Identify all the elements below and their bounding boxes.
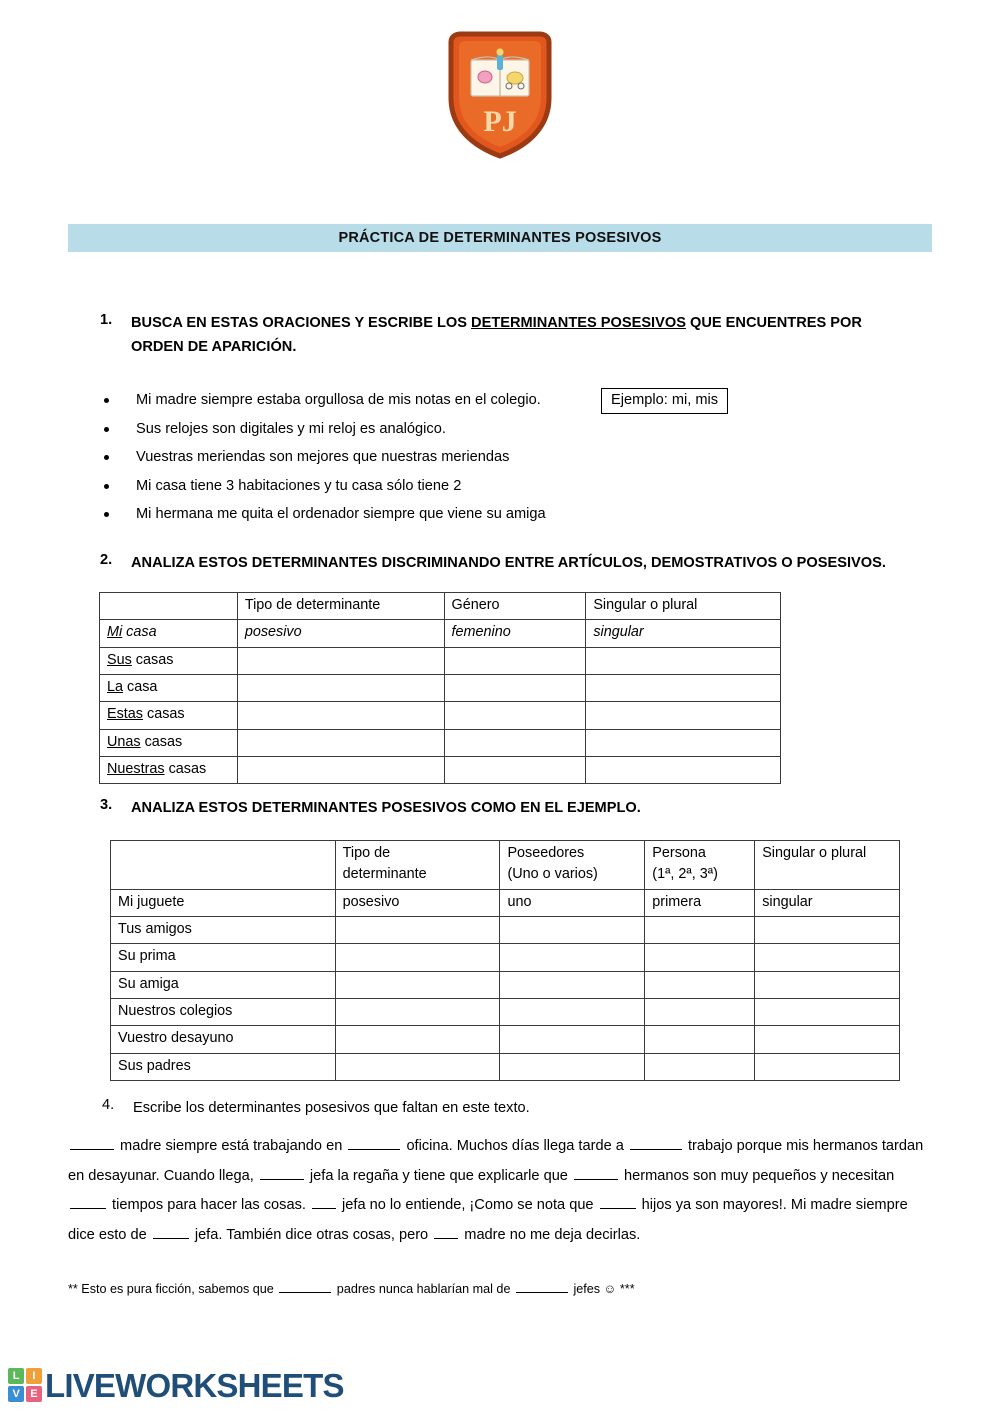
cell-numero[interactable]: singular bbox=[755, 889, 900, 916]
logo-cell-i: I bbox=[26, 1368, 42, 1384]
exercise-2-heading: ANALIZA ESTOS DETERMINANTES DISCRIMINANDO ENTRE ARTÍCULOS, DEMOSTRATIVOS O POSESIVOS. bbox=[131, 555, 886, 571]
determiner-word: Estas bbox=[107, 706, 143, 723]
logo-cell-l: L bbox=[8, 1368, 24, 1384]
cloze-text: tiempos para hacer las cosas. bbox=[108, 1197, 310, 1213]
cell-tipo[interactable] bbox=[237, 702, 444, 729]
cell-tipo[interactable]: posesivo bbox=[237, 620, 444, 647]
cell-numero[interactable] bbox=[755, 1026, 900, 1053]
sentence-text: Mi madre siempre estaba orgullosa de mis notas en el colegio. bbox=[136, 392, 541, 408]
cell-genero[interactable] bbox=[444, 756, 586, 783]
cell-tipo[interactable] bbox=[237, 756, 444, 783]
cloze-text: jefa la regaña y tiene que explicarle que bbox=[305, 1167, 572, 1184]
blank-input[interactable] bbox=[348, 1136, 400, 1150]
table-row bbox=[111, 971, 900, 998]
row-label: Vuestro desayuno bbox=[111, 1026, 336, 1053]
exercise-4-heading: Escribe los determinantes posesivos que faltan en este texto. bbox=[133, 1100, 530, 1116]
bullet-icon bbox=[104, 455, 109, 460]
cell-numero[interactable] bbox=[755, 944, 900, 971]
table-row bbox=[100, 729, 781, 756]
cell-persona[interactable]: primera bbox=[645, 889, 755, 916]
exercise-3-number: 3. bbox=[100, 797, 113, 813]
exercise-1-heading-part1: BUSCA EN ESTAS ORACIONES Y ESCRIBE LOS bbox=[131, 315, 472, 331]
page-title: PRÁCTICA DE DETERMINANTES POSESIVOS bbox=[338, 230, 662, 246]
row-label bbox=[100, 729, 238, 756]
column-header-numero: Singular o plural bbox=[586, 593, 781, 620]
cell-poseedores[interactable] bbox=[500, 971, 645, 998]
cloze-text: padres nunca hablarían mal de bbox=[333, 1282, 514, 1296]
cell-tipo[interactable] bbox=[335, 998, 500, 1025]
cloze-text: madre no me deja decirlas. bbox=[460, 1226, 641, 1243]
cell-persona[interactable] bbox=[645, 1053, 755, 1080]
blank-input[interactable] bbox=[70, 1195, 106, 1209]
table-row bbox=[100, 702, 781, 729]
cell-persona[interactable] bbox=[645, 971, 755, 998]
exercise-1-heading bbox=[131, 312, 911, 359]
bullet-icon bbox=[104, 484, 109, 489]
cell-numero[interactable]: singular bbox=[586, 620, 781, 647]
example-hint-box: Ejemplo: mi, mis bbox=[601, 388, 728, 414]
row-label: Sus padres bbox=[111, 1053, 336, 1080]
bullet-icon bbox=[104, 512, 109, 517]
table-row bbox=[111, 916, 900, 943]
header-line-1: Persona bbox=[652, 845, 706, 861]
liveworksheets-brand-text: LIVEWORKSHEETS bbox=[45, 1366, 344, 1404]
header-line-2: determinante bbox=[342, 866, 427, 883]
header-line-1: Tipo de bbox=[342, 845, 391, 861]
header-line-1: Poseedores bbox=[507, 845, 585, 861]
cell-numero[interactable] bbox=[586, 647, 781, 674]
blank-input[interactable] bbox=[516, 1281, 568, 1293]
header-line-1: Singular o plural bbox=[762, 845, 867, 861]
cloze-text: madre siempre está trabajando en bbox=[116, 1138, 347, 1154]
column-header-tipo: Tipo de determinante bbox=[237, 593, 444, 620]
row-label: Nuestros colegios bbox=[111, 998, 336, 1025]
noun-word: casas bbox=[143, 706, 185, 723]
row-label: Mi juguete bbox=[111, 889, 336, 916]
cell-tipo[interactable] bbox=[237, 729, 444, 756]
cell-tipo[interactable] bbox=[335, 916, 500, 943]
blank-input[interactable] bbox=[279, 1281, 331, 1293]
row-label bbox=[100, 674, 238, 701]
cell-numero[interactable] bbox=[586, 756, 781, 783]
exercise-3-heading: ANALIZA ESTOS DETERMINANTES POSESIVOS COMO EN EL EJEMPLO. bbox=[131, 800, 641, 816]
exercise-1-sentence-list bbox=[100, 386, 900, 529]
cell-persona[interactable] bbox=[645, 916, 755, 943]
column-header-genero: Género bbox=[444, 593, 586, 620]
row-label bbox=[100, 620, 238, 647]
determiner-word: Sus bbox=[107, 651, 132, 668]
cloze-text: jefa no lo entiende, ¡Como se nota que bbox=[337, 1197, 598, 1213]
cell-numero[interactable] bbox=[586, 729, 781, 756]
exercise-4-number: 4. bbox=[102, 1097, 115, 1113]
bullet-icon bbox=[104, 398, 109, 403]
sentence-text: Mi hermana me quita el ordenador siempre que viene su amiga bbox=[136, 506, 546, 522]
cell-numero[interactable] bbox=[755, 998, 900, 1025]
cell-poseedores[interactable] bbox=[500, 1026, 645, 1053]
cell-poseedores[interactable] bbox=[500, 916, 645, 943]
noun-word: casas bbox=[131, 651, 174, 668]
table-row bbox=[111, 944, 900, 971]
cloze-text: trabajo porque mis hermanos tardan en desayunar. Cuando llega, bbox=[68, 1138, 924, 1184]
cell-poseedores[interactable] bbox=[500, 998, 645, 1025]
table-row bbox=[100, 674, 781, 701]
cell-poseedores[interactable] bbox=[500, 944, 645, 971]
logo-cell-e: E bbox=[26, 1386, 42, 1402]
cloze-text: hermanos son muy pequeños y necesitan bbox=[619, 1167, 895, 1184]
cloze-text: jefes ☺ *** bbox=[569, 1282, 635, 1296]
cloze-text: ** Esto es pura ficción, sabemos que bbox=[68, 1282, 278, 1296]
sentence-text: Sus relojes son digitales y mi reloj es analógico. bbox=[136, 420, 446, 437]
list-item bbox=[100, 472, 900, 501]
table-row bbox=[100, 647, 781, 674]
shield-monogram: PJ bbox=[483, 105, 517, 138]
table-header-row bbox=[100, 593, 781, 620]
table-row bbox=[100, 756, 781, 783]
table-row bbox=[100, 620, 781, 647]
posesivos-analysis-table bbox=[110, 840, 900, 1081]
exercise-1-heading-underlined: DETERMINANTES POSESIVOS bbox=[471, 315, 686, 331]
table-row bbox=[111, 1053, 900, 1080]
blank-input[interactable] bbox=[630, 1136, 682, 1150]
cell-poseedores[interactable]: uno bbox=[500, 889, 645, 916]
determiner-word: La bbox=[107, 678, 124, 695]
blank-input[interactable] bbox=[153, 1225, 189, 1239]
header-line-2: (1ª, 2ª, 3ª) bbox=[652, 866, 718, 883]
blank-input[interactable] bbox=[574, 1166, 618, 1180]
row-label bbox=[100, 647, 238, 674]
row-label: Su prima bbox=[111, 944, 336, 971]
cell-persona[interactable] bbox=[645, 944, 755, 971]
bullet-icon bbox=[104, 427, 109, 432]
blank-input[interactable] bbox=[260, 1166, 304, 1180]
cloze-text: jefa. También dice otras cosas, pero bbox=[190, 1226, 433, 1243]
determiner-word: Mi bbox=[107, 624, 123, 641]
cell-numero[interactable] bbox=[586, 674, 781, 701]
noun-word: casas bbox=[164, 760, 207, 777]
list-item bbox=[100, 415, 900, 444]
blank-input[interactable] bbox=[312, 1195, 336, 1209]
cell-numero[interactable] bbox=[755, 1053, 900, 1080]
sentence-text: Mi casa tiene 3 habitaciones y tu casa sólo tiene 2 bbox=[136, 477, 462, 494]
sentence-text: Vuestras meriendas son mejores que nuestras meriendas bbox=[136, 449, 510, 465]
column-header-persona bbox=[645, 841, 755, 890]
determiner-word: Unas bbox=[107, 733, 141, 750]
column-header-blank bbox=[100, 593, 238, 620]
cloze-text: hijos ya son mayores!. Mi madre siempre dice esto de bbox=[68, 1197, 908, 1243]
row-label: Tus amigos bbox=[111, 916, 336, 943]
row-label bbox=[100, 756, 238, 783]
cell-numero[interactable] bbox=[755, 916, 900, 943]
determiner-word: Nuestras bbox=[107, 760, 165, 777]
cell-tipo[interactable] bbox=[335, 1053, 500, 1080]
row-label: Su amiga bbox=[111, 971, 336, 998]
list-item bbox=[100, 500, 900, 529]
blank-input[interactable] bbox=[434, 1225, 458, 1239]
cell-tipo[interactable] bbox=[237, 647, 444, 674]
noun-word: casas bbox=[140, 733, 183, 750]
cell-numero[interactable] bbox=[755, 971, 900, 998]
cloze-footnote bbox=[68, 1279, 932, 1299]
table-row bbox=[111, 998, 900, 1025]
cell-genero[interactable] bbox=[444, 647, 586, 674]
cloze-text: oficina. Muchos días llega tarde a bbox=[402, 1138, 628, 1154]
liveworksheets-logo-icon bbox=[8, 1368, 42, 1402]
cell-tipo[interactable] bbox=[335, 944, 500, 971]
cell-genero[interactable]: femenino bbox=[444, 620, 586, 647]
blank-input[interactable] bbox=[600, 1195, 636, 1209]
list-item bbox=[100, 443, 900, 472]
column-header-poseedores bbox=[500, 841, 645, 890]
noun-word: casa bbox=[122, 624, 157, 641]
exercise-1-number: 1. bbox=[100, 312, 113, 328]
cell-persona[interactable] bbox=[645, 1026, 755, 1053]
blank-input[interactable] bbox=[70, 1136, 114, 1150]
cell-persona[interactable] bbox=[645, 998, 755, 1025]
column-header-blank bbox=[111, 841, 336, 890]
list-item bbox=[100, 386, 900, 415]
cell-tipo[interactable] bbox=[237, 674, 444, 701]
table-row bbox=[111, 1026, 900, 1053]
exercise-1-heading-part2: QUE ENCUENTRES POR ORDEN DE APARICIÓN. bbox=[131, 315, 862, 355]
noun-word: casa bbox=[123, 678, 158, 695]
cell-tipo[interactable] bbox=[335, 1026, 500, 1053]
worksheet-title-bar bbox=[68, 224, 932, 252]
cell-poseedores[interactable] bbox=[500, 1053, 645, 1080]
logo-cell-v: V bbox=[8, 1386, 24, 1402]
table-row bbox=[111, 889, 900, 916]
column-header-tipo bbox=[335, 841, 500, 890]
liveworksheets-footer bbox=[8, 1368, 344, 1402]
cloze-paragraph bbox=[68, 1132, 932, 1250]
cell-numero[interactable] bbox=[586, 702, 781, 729]
cell-genero[interactable] bbox=[444, 702, 586, 729]
row-label bbox=[100, 702, 238, 729]
table-header-row bbox=[111, 841, 900, 890]
exercise-2-number: 2. bbox=[100, 552, 113, 568]
school-shield-logo bbox=[447, 28, 553, 160]
header-line-2: (Uno o varios) bbox=[507, 866, 598, 883]
school-logo-header bbox=[0, 28, 1000, 178]
shield-icon bbox=[447, 28, 553, 160]
cell-genero[interactable] bbox=[444, 729, 586, 756]
cell-tipo[interactable] bbox=[335, 971, 500, 998]
cell-tipo[interactable]: posesivo bbox=[335, 889, 500, 916]
determinantes-analysis-table bbox=[99, 592, 781, 784]
cell-genero[interactable] bbox=[444, 674, 586, 701]
column-header-numero bbox=[755, 841, 900, 890]
